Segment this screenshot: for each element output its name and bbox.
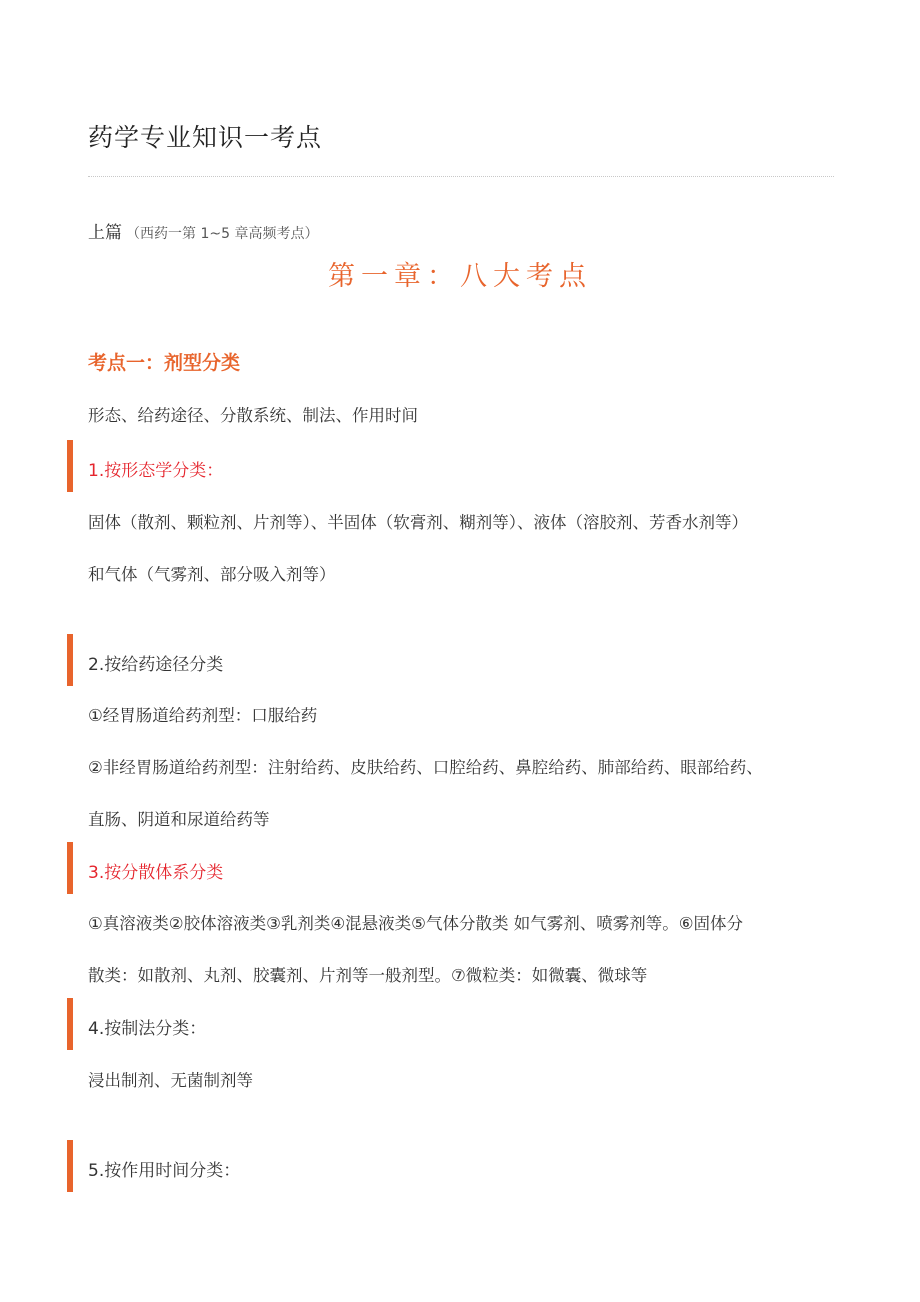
section-1-line-1: 固体（散剂、颗粒剂、片剂等）、半固体（软膏剂、糊剂等）、液体（溶胶剂、芳香水剂等）: [88, 513, 748, 532]
section-3-heading: 3.按分散体系分类: [88, 863, 224, 883]
section-4-accent-bar: [67, 998, 73, 1050]
section-5-heading: 5.按作用时间分类：: [88, 1161, 241, 1181]
section-2-heading: 2.按给药途径分类: [88, 655, 224, 675]
section-3-line-1: ①真溶液类②胶体溶液类③乳剂类④混悬液类⑤气体分散类 如气雾剂、喷雾剂等。⑥固体分: [88, 914, 743, 933]
part-note: （西药一第 1~5 章高频考点）: [126, 226, 319, 242]
section-4-heading: 4.按制法分类：: [88, 1019, 207, 1039]
section-2-line-1: ①经胃肠道给药剂型：口服给药: [88, 706, 318, 725]
part-line: [88, 218, 318, 243]
section-5-accent-bar: [67, 1140, 73, 1192]
section-1-line-2: 和气体（气雾剂、部分吸入剂等）: [88, 565, 336, 584]
section-3-accent-bar: [67, 842, 73, 894]
point-heading: 考点一：剂型分类: [88, 352, 241, 374]
section-1-heading: 1.按形态学分类：: [88, 461, 224, 481]
title-divider: [88, 176, 834, 177]
part-label: 上篇: [88, 223, 122, 243]
section-2-line-3: 直肠、阴道和尿道给药等: [88, 810, 270, 829]
section-4-line-1: 浸出制剂、无菌制剂等: [88, 1071, 253, 1090]
section-1-accent-bar: [67, 440, 73, 492]
section-2-line-2: ②非经胃肠道给药剂型：注射给药、皮肤给药、口腔给药、鼻腔给药、肺部给药、眼部给药、: [88, 758, 763, 777]
document-title: 药学专业知识一考点: [88, 123, 323, 152]
section-2-accent-bar: [67, 634, 73, 686]
chapter-title: 第一章：八大考点: [328, 261, 592, 292]
intro-paragraph: 形态、给药途径、分散系统、制法、作用时间: [88, 406, 418, 425]
section-3-line-2: 散类：如散剂、丸剂、胶囊剂、片剂等一般剂型。⑦微粒类：如微囊、微球等: [88, 966, 648, 985]
